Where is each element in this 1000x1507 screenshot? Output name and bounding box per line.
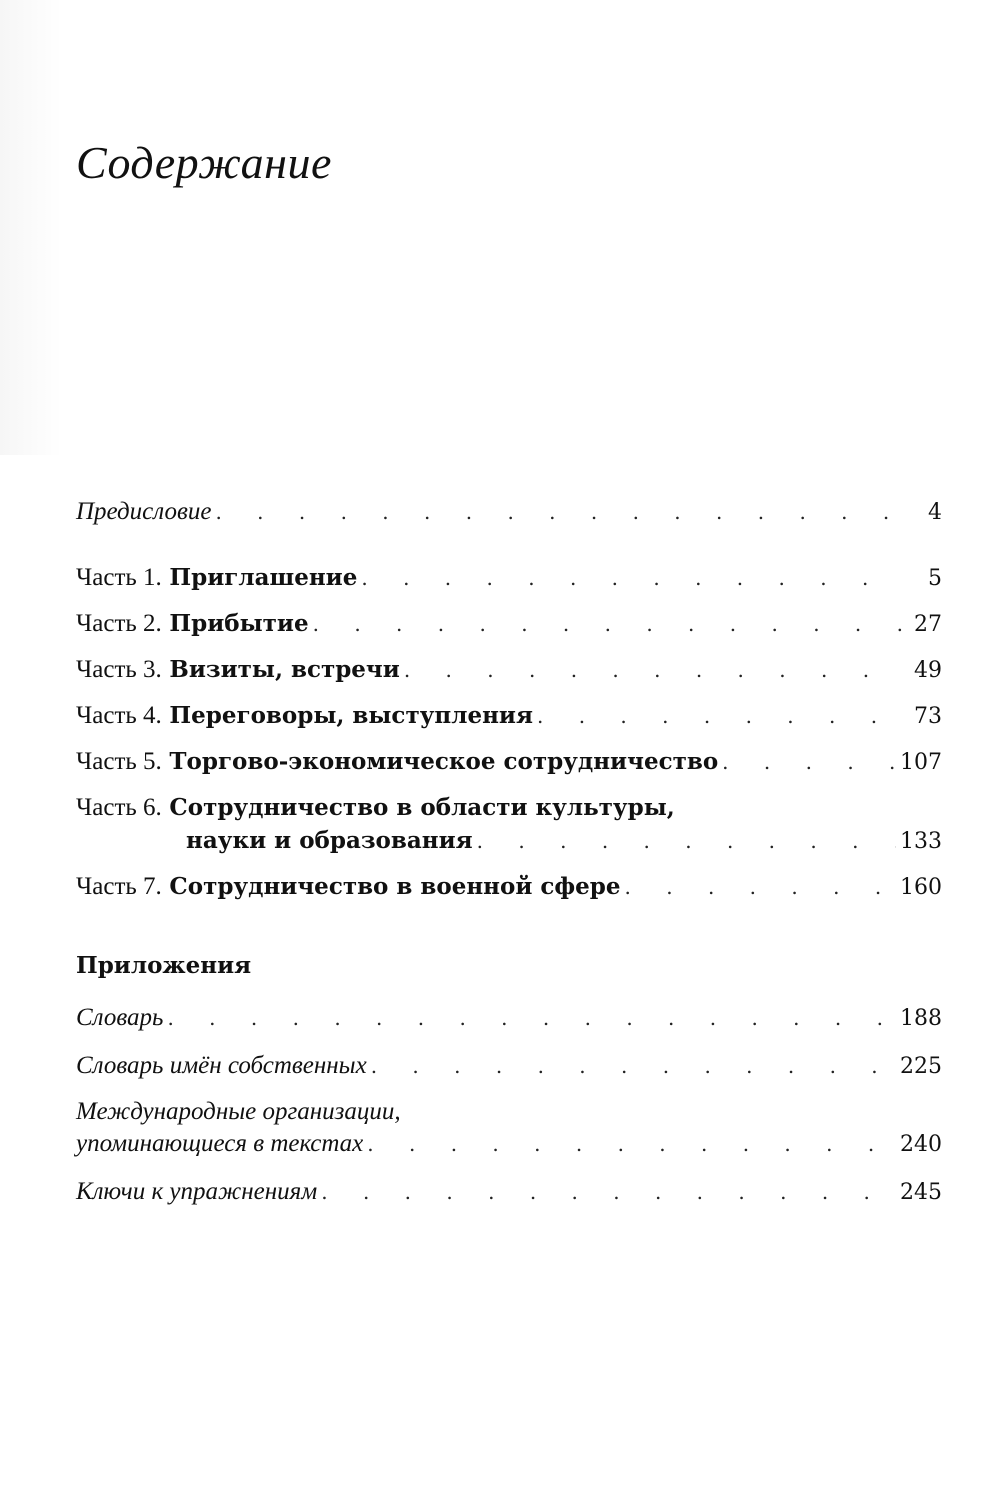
toc-entry-part-5[interactable] [76,744,942,778]
toc-entry-label: Предисловие [76,498,212,525]
dot-leader [537,699,902,733]
part-prefix: Часть 2. [76,610,162,637]
toc-entry-label: Словарь имён собственных [76,1052,367,1079]
dot-leader [313,607,902,641]
dot-leader [321,1175,896,1209]
dot-leader [477,824,896,858]
part-title: Приглашение [169,564,358,591]
toc-entry-part-6-line-2[interactable] [186,824,942,858]
toc-entry-proper-names[interactable] [76,1049,942,1083]
part-title: Переговоры, выступления [169,702,533,729]
part-prefix: Часть 1. [76,564,162,591]
dot-leader [404,653,902,687]
toc-entry-label-continued: упоминающиеся в текстах [76,1130,364,1157]
toc-entry-dictionary[interactable] [76,1001,942,1035]
dot-leader [367,1127,896,1161]
part-title: Торгово-экономическое сотрудничество [169,748,719,775]
toc-page-number: 245 [900,1180,942,1205]
toc-entry-part-7[interactable] [76,869,942,903]
part-title-continued: науки и образования [186,827,473,854]
toc-entry-label: Словарь [76,1004,164,1031]
toc-page-number: 27 [914,612,942,637]
toc-entry-part-1[interactable] [76,560,942,594]
part-title: Сотрудничество в военной сфере [169,873,621,900]
toc-page-number: 73 [914,704,942,729]
toc-entry-label: Ключи к упражнениям [76,1178,318,1205]
part-prefix: Часть 4. [76,702,162,729]
toc-page-number: 107 [900,750,942,775]
appendix-heading: Приложения [76,952,252,979]
toc-page-number: 240 [900,1132,942,1157]
toc-page-number: 133 [900,829,942,854]
dot-leader [625,870,896,904]
dot-leader [361,561,902,595]
toc-entry-part-6-line-1[interactable] [76,790,942,824]
page-title: Содержание [76,137,332,188]
toc-page-number: 160 [900,875,942,900]
page-edge-shadow [0,0,62,455]
part-title: Сотрудничество в области культуры, [169,794,675,821]
part-title: Визиты, встречи [169,656,400,683]
dot-leader [215,495,902,529]
toc-entry-international-orgs-line-2[interactable] [76,1127,942,1161]
dot-leader [722,745,896,779]
toc-entry-part-4[interactable] [76,698,942,732]
part-prefix: Часть 6. [76,794,162,821]
dot-leader [167,1001,896,1035]
toc-entry-part-2[interactable] [76,606,942,640]
toc-entry-exercise-keys[interactable] [76,1175,942,1209]
toc-page-number: 188 [900,1006,942,1031]
toc-entry-preface[interactable] [76,495,942,529]
dot-leader [371,1049,896,1083]
toc-page-number: 4 [928,500,942,525]
toc-page-number: 5 [928,566,942,591]
part-prefix: Часть 7. [76,873,162,900]
toc-page-number: 225 [900,1054,942,1079]
toc-page-number: 49 [914,658,942,683]
toc-entry-part-3[interactable] [76,652,942,686]
part-title: Прибытие [169,610,309,637]
toc-entry-label: Международные организации, [76,1098,401,1125]
toc-entry-international-orgs-line-1[interactable] [76,1095,942,1129]
part-prefix: Часть 5. [76,748,162,775]
part-prefix: Часть 3. [76,656,162,683]
